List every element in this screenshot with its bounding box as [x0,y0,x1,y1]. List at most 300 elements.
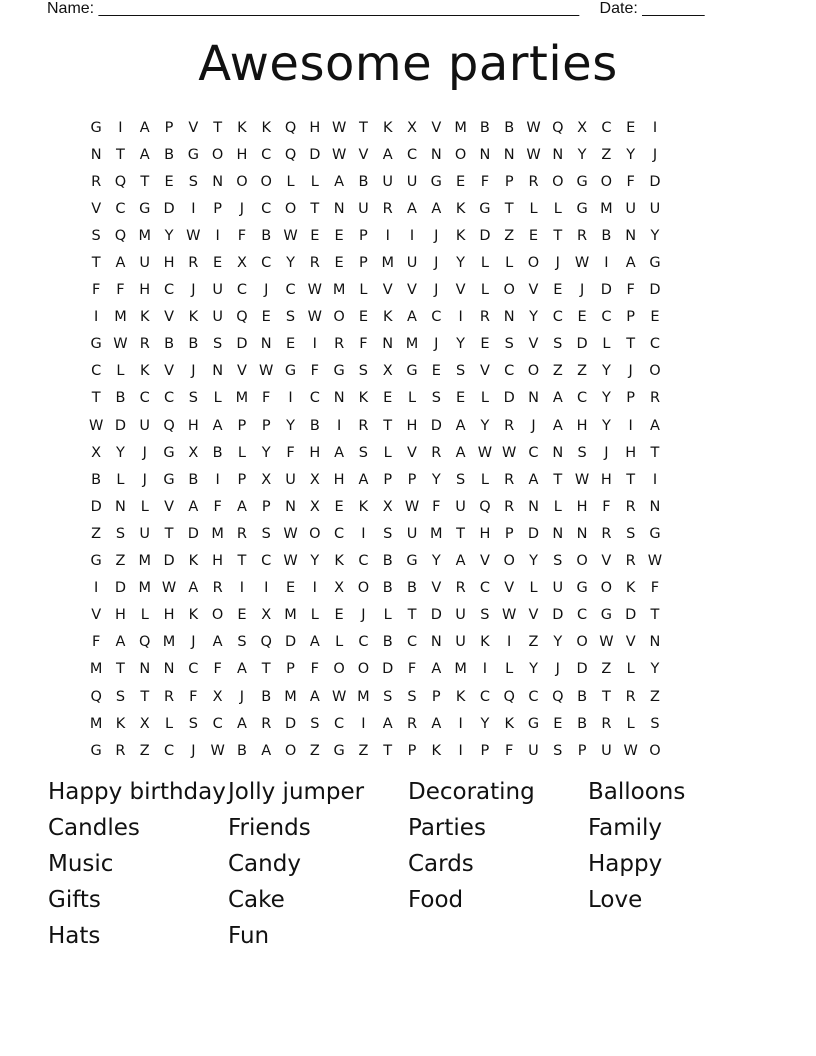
grid-letter: W [647,553,663,570]
grid-letter: X [261,607,272,624]
grid-letter: K [455,688,466,705]
grid-letter: J [531,417,536,434]
grid-letter: E [577,309,587,326]
grid-letter: G [90,119,102,136]
grid-letter: C [601,119,612,136]
grid-letter: U [455,498,466,515]
grid-letter: I [458,309,463,326]
grid-letter: R [406,715,418,732]
grid-letter: P [359,227,368,244]
grid-letter: M [284,607,297,624]
grid-letter: C [479,580,490,597]
grid-letter: E [456,390,466,407]
grid-letter: A [431,715,442,732]
grid-letter: I [652,119,658,136]
grid-letter: T [626,336,636,353]
grid-letter: D [382,661,394,678]
grid-letter: S [188,715,198,732]
grid-letter: D [600,282,612,299]
grid-letter: P [577,742,587,759]
word-list-item: Hats [48,922,101,949]
grid-letter: R [649,390,661,407]
grid-letter: V [91,200,102,217]
grid-row [84,114,744,141]
grid-letter: B [577,715,588,732]
grid-letter: A [358,471,369,488]
grid-letter: G [187,146,199,163]
grid-letter: K [115,715,126,732]
grid-letter: Y [529,309,538,326]
grid-letter: K [382,309,393,326]
grid-letter: G [576,200,588,217]
grid-letter: O [260,173,272,190]
grid-letter: H [576,417,588,434]
grid-letter: V [431,580,442,597]
grid-letter: S [553,336,563,353]
grid-letter: S [504,336,514,353]
grid-letter: N [528,498,539,515]
grid-letter: T [140,688,150,705]
grid-letter: O [527,363,540,380]
grid-letter: S [358,444,369,461]
grid-letter: L [626,661,635,678]
grid-letter: O [309,525,321,542]
grid-letter: V [528,282,539,299]
grid-letter: Q [236,309,248,326]
grid-letter: A [139,119,150,136]
grid-letter: N [528,390,539,407]
grid-letter: Y [626,146,636,163]
grid-letter: W [283,553,298,570]
grid-letter: Z [650,688,660,705]
grid-letter: L [480,390,489,407]
grid-letter: F [262,390,271,407]
grid-letter: I [604,255,609,272]
grid-row [84,602,744,629]
grid-letter: J [579,282,585,299]
grid-letter: O [649,742,661,759]
grid-letter: R [479,309,490,326]
grid-letter: B [504,119,515,136]
grid-row [84,737,744,764]
grid-letter: D [527,525,540,542]
grid-letter: H [163,255,175,272]
grid-letter: U [358,200,369,217]
grid-letter: I [215,471,220,488]
grid-letter: G [333,742,345,759]
grid-letter: V [479,553,490,570]
grid-letter: M [138,553,151,570]
grid-letter: K [334,553,344,570]
grid-letter: H [625,444,637,461]
grid-letter: R [431,444,442,461]
grid-letter: D [284,715,297,732]
grid-letter: M [138,580,151,597]
grid-letter: E [334,607,344,624]
grid-letter: U [406,255,418,272]
grid-letter: L [626,715,635,732]
grid-letter: H [212,553,224,570]
grid-letter: L [116,471,125,488]
grid-letter: T [310,200,320,217]
grid-letter: K [358,498,369,515]
grid-letter: C [261,200,272,217]
grid-letter: T [116,146,125,163]
grid-letter: T [650,444,660,461]
grid-row [84,683,744,710]
grid-letter: J [555,255,560,272]
grid-letter: N [625,227,637,244]
word-list [48,778,788,950]
grid-letter: L [286,173,295,190]
grid-letter: A [334,444,345,461]
grid-letter: O [503,282,515,299]
grid-letter: V [407,282,417,299]
grid-letter: U [139,417,151,434]
grid-letter: F [91,282,101,299]
grid-letter: E [626,119,636,136]
grid-letter: J [604,444,609,461]
grid-letter: M [405,336,419,353]
grid-letter: R [334,336,345,353]
grid-letter: F [310,363,319,380]
grid-letter: C [334,525,345,542]
word-list-item: Music [48,850,114,877]
grid-letter: F [505,742,514,759]
grid-letter: A [455,553,466,570]
grid-letter: C [358,634,369,651]
grid-letter: E [261,309,271,326]
grid-letter: S [188,173,198,190]
word-list-item: Happy birthday [48,779,226,805]
grid-letter: H [309,119,321,136]
grid-letter: C [236,282,247,299]
grid-letter: G [90,553,102,570]
grid-letter: J [434,282,439,299]
grid-letter: K [480,634,490,651]
grid-letter: F [602,498,611,515]
grid-letter: Q [552,119,564,136]
grid-letter: V [164,363,174,380]
grid-letter: J [628,363,633,380]
grid-letter: Z [504,227,515,244]
grid-letter: C [577,390,588,407]
grid-letter: T [237,553,247,570]
grid-letter: C [649,336,661,353]
grid-letter: N [430,634,442,651]
grid-letter: R [115,742,126,759]
grid-letter: W [502,444,517,461]
grid-letter: O [211,146,224,163]
grid-letter: A [212,417,223,434]
grid-letter: A [334,173,345,190]
grid-letter: P [359,255,368,272]
grid-letter: H [139,282,151,299]
grid-letter: M [235,390,249,407]
grid-letter: I [507,634,512,651]
grid-letter: E [383,390,393,407]
grid-row [84,249,744,276]
grid-letter: T [626,471,636,488]
grid-letter: A [407,200,417,217]
grid-letter: J [239,688,245,705]
grid-letter: I [94,580,99,597]
grid-letter: L [505,255,514,272]
grid-letter: N [212,363,224,380]
grid-letter: P [407,471,417,488]
grid-letter: V [91,607,102,624]
grid-letter: S [115,525,126,542]
grid-letter: Z [115,553,126,570]
grid-letter: A [382,146,393,163]
grid-letter: G [90,336,102,353]
grid-letter: N [333,200,345,217]
grid-letter: W [186,227,201,244]
grid-letter: W [623,742,638,759]
grid-letter: B [382,580,393,597]
grid-letter: A [139,146,150,163]
grid-letter: R [504,498,515,515]
grid-letter: E [334,227,344,244]
grid-letter: M [162,634,176,651]
grid-letter: C [577,607,588,624]
grid-letter: V [504,580,515,597]
grid-letter: T [601,688,611,705]
grid-letter: A [115,255,126,272]
grid-letter: M [454,119,467,136]
grid-letter: V [188,119,199,136]
grid-letter: S [358,363,369,380]
grid-letter: U [139,525,151,542]
grid-row [84,141,744,168]
grid-letter: W [331,146,347,163]
grid-letter: C [163,282,175,299]
grid-letter: V [528,607,539,624]
grid-letter: Z [601,661,612,678]
grid-letter: L [383,607,392,624]
grid-letter: E [213,255,223,272]
grid-letter: C [406,146,418,163]
word-list-item: Cake [228,886,285,913]
grid-letter: F [407,661,417,678]
grid-letter: O [333,661,345,678]
grid-letter: B [164,146,175,163]
grid-letter: F [116,282,125,299]
word-list-item: Balloons [588,779,686,805]
grid-letter: O [357,661,370,678]
grid-letter: U [649,200,661,217]
grid-letter: B [407,580,417,597]
grid-letter: Z [552,363,563,380]
word-list-item: Family [588,814,663,841]
word-list-item: Candles [48,814,140,841]
grid-letter: Y [577,146,587,163]
grid-letter: A [407,309,417,326]
grid-row [84,331,744,358]
grid-letter: L [310,607,319,624]
grid-letter: S [553,742,563,759]
grid-letter: G [430,173,442,190]
grid-letter: I [652,471,658,488]
grid-letter: Y [310,553,320,570]
grid-letter: K [358,390,369,407]
grid-letter: G [649,255,661,272]
grid-letter: Q [552,688,564,705]
grid-letter: M [454,661,467,678]
grid-letter: D [163,553,175,570]
grid-letter: K [188,309,199,326]
date-field-label: Date: _______ [599,0,705,17]
grid-letter: B [188,471,199,488]
grid-letter: X [188,444,199,461]
grid-letter: G [576,580,588,597]
grid-letter: V [236,363,247,380]
grid-letter: Q [163,417,175,434]
grid-letter: R [625,688,636,705]
grid-letter: W [283,525,298,542]
grid-letter: C [285,282,296,299]
grid-letter: C [528,688,539,705]
grid-letter: T [383,742,393,759]
grid-letter: E [237,607,247,624]
grid-letter: L [602,336,611,353]
grid-letter: H [236,146,248,163]
grid-letter: L [213,390,222,407]
grid-letter: F [237,227,247,244]
grid-letter: C [334,715,345,732]
grid-letter: D [430,417,442,434]
grid-letter: A [261,742,272,759]
grid-letter: R [455,580,466,597]
grid-letter: O [600,173,613,190]
grid-letter: A [382,715,393,732]
grid-letter: T [140,173,150,190]
grid-letter: C [528,444,539,461]
grid-letter: N [503,309,515,326]
grid-letter: G [284,363,297,380]
grid-letter: U [212,309,223,326]
grid-letter: C [601,309,612,326]
grid-letter: V [382,282,393,299]
grid-letter: C [188,661,199,678]
grid-letter: T [213,119,223,136]
grid-letter: G [649,525,661,542]
grid-letter: Y [456,255,466,272]
grid-letter: E [358,309,368,326]
grid-letter: W [283,227,298,244]
grid-letter: P [213,200,222,217]
grid-letter: B [382,553,393,570]
grid-letter: T [650,607,660,624]
grid-letter: B [188,336,199,353]
grid-letter: T [553,227,563,244]
grid-letter: K [139,363,150,380]
grid-letter: L [140,498,149,515]
grid-letter: M [381,255,394,272]
grid-letter: R [139,336,150,353]
grid-letter: T [116,661,125,678]
grid-letter: J [434,255,439,272]
grid-letter: J [434,336,439,353]
grid-row [84,548,744,575]
grid-row [84,195,744,222]
grid-letter: J [239,200,245,217]
grid-letter: Z [358,742,369,759]
grid-letter: V [479,363,490,380]
grid-letter: H [600,471,612,488]
grid-letter: W [526,119,541,136]
grid-letter: S [310,715,320,732]
grid-letter: N [576,525,588,542]
grid-letter: E [480,336,490,353]
grid-letter: S [261,525,271,542]
grid-letter: I [458,715,463,732]
grid-letter: Y [553,634,563,651]
grid-letter: D [649,173,661,190]
grid-letter: B [577,688,588,705]
grid-letter: S [383,525,393,542]
grid-letter: A [309,688,320,705]
grid-letter: X [382,363,393,380]
grid-letter: L [480,471,489,488]
grid-letter: A [455,417,466,434]
grid-letter: E [553,715,563,732]
grid-letter: O [333,309,345,326]
grid-row [84,412,744,439]
grid-letter: D [187,525,199,542]
grid-letter: F [189,688,198,705]
grid-letter: T [261,661,271,678]
grid-letter: W [502,607,517,624]
grid-letter: R [601,525,612,542]
grid-letter: D [576,661,588,678]
grid-letter: J [191,742,196,759]
grid-letter: A [552,417,563,434]
grid-letter: R [309,255,320,272]
grid-letter: L [529,200,538,217]
grid-letter: X [212,688,223,705]
grid-letter: N [163,661,175,678]
grid-letter: Y [480,715,490,732]
grid-letter: J [142,471,147,488]
grid-letter: C [163,390,175,407]
grid-letter: B [115,390,126,407]
grid-row [84,385,744,412]
grid-letter: B [309,417,320,434]
grid-letter: U [382,173,394,190]
grid-letter: P [261,417,271,434]
grid-letter: A [188,580,199,597]
grid-letter: D [309,146,321,163]
grid-letter: M [89,715,103,732]
grid-letter: Y [529,661,538,678]
grid-row [84,520,744,547]
grid-letter: D [552,607,564,624]
grid-letter: O [503,553,515,570]
grid-letter: C [115,200,126,217]
grid-letter: D [479,227,491,244]
grid-letter: E [334,255,344,272]
grid-letter: L [383,444,392,461]
grid-letter: M [332,282,346,299]
grid-letter: G [163,471,175,488]
grid-letter: P [431,688,441,705]
grid-letter: T [358,119,368,136]
grid-letter: O [284,742,297,759]
grid-letter: H [406,417,418,434]
grid-letter: Q [284,119,297,136]
grid-letter: L [553,200,562,217]
